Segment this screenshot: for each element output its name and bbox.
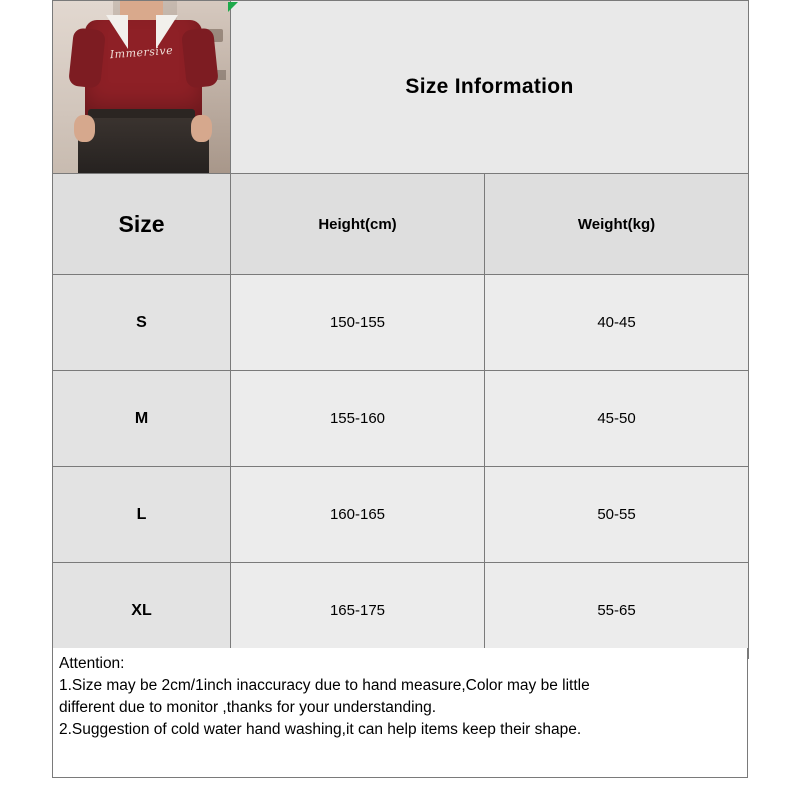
cell-size-l: L <box>53 467 231 563</box>
shirt-sleeve-right <box>181 27 219 88</box>
cell-height-m: 155-160 <box>231 371 485 467</box>
table-row <box>53 275 749 371</box>
attention-line-3: 2.Suggestion of cold water hand washing,it can help items keep their shape. <box>59 721 582 738</box>
cell-weight-m: 45-50 <box>485 371 749 467</box>
cell-weight-xl: 55-65 <box>485 563 749 659</box>
table-row <box>53 467 749 563</box>
cell-size-s: S <box>53 275 231 371</box>
product-photo <box>53 1 230 173</box>
column-header-height: Height(cm) <box>231 174 485 275</box>
cell-weight-s: 40-45 <box>485 275 749 371</box>
column-header-size: Size <box>53 174 231 275</box>
shirt-script-text: Immersive <box>109 43 174 61</box>
size-information-table <box>52 0 749 659</box>
model-hand-left <box>74 115 95 143</box>
attention-line-2: different due to monitor ,thanks for your understanding. <box>59 699 437 716</box>
model-skirt <box>78 118 209 173</box>
model-hand-right <box>191 115 212 143</box>
column-header-weight: Weight(kg) <box>485 174 749 275</box>
attention-heading: Attention: <box>59 655 125 672</box>
cell-weight-l: 50-55 <box>485 467 749 563</box>
table-row-headers <box>53 174 749 275</box>
cell-height-l: 160-165 <box>231 467 485 563</box>
attention-line-1: 1.Size may be 2cm/1inch inaccuracy due to hand measure,Color may be little <box>59 677 590 694</box>
product-image-cell <box>53 1 231 174</box>
cell-size-xl: XL <box>53 563 231 659</box>
table-row <box>53 563 749 659</box>
page-title: Size Information <box>231 1 749 174</box>
cell-height-s: 150-155 <box>231 275 485 371</box>
shirt-collar-left <box>106 15 128 49</box>
cell-size-m: M <box>53 371 231 467</box>
cell-height-xl: 165-175 <box>231 563 485 659</box>
table-row-header-title <box>53 1 749 174</box>
attention-note <box>52 648 748 778</box>
table-row <box>53 371 749 467</box>
